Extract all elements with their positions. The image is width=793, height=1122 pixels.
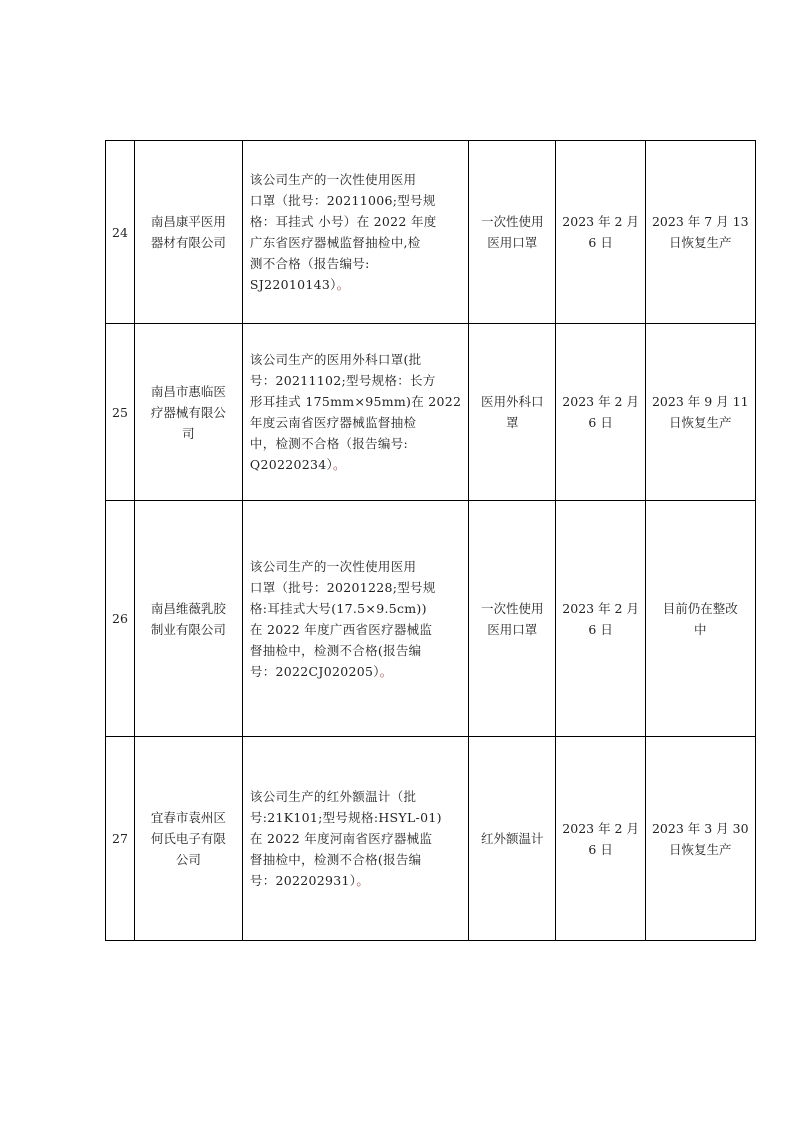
violation-description-line: 形耳挂式 175mm×95mm)在 2022 (249, 394, 462, 409)
violation-description-line: 号：2022CJ020205） (249, 663, 380, 679)
product-name-line: 红外额温计 (481, 831, 544, 846)
rectification-status (645, 141, 755, 324)
violation-description-line: 格:耳挂式大号(17.5×9.5cm)) (249, 600, 427, 616)
rectification-status-line: 2023 年 7 月 13 (651, 214, 749, 229)
notice-date-line: 6 日 (588, 621, 613, 637)
table-row (106, 737, 756, 941)
violation-description-line: 测不合格（报告编号: (249, 256, 370, 271)
notice-date-line: 6 日 (588, 841, 613, 857)
violation-description-line: 广东省医疗器械监督抽检中,检 (249, 235, 421, 250)
rectification-status-line: 2023 年 9 月 11 (651, 394, 749, 409)
violation-description-line: 号：20211102;型号规格：长方 (249, 373, 436, 388)
company-name-line: 器材有限公司 (150, 235, 226, 250)
company-name-line: 疗器械有限公 (150, 404, 226, 420)
company-name (134, 324, 242, 501)
company-name-line: 公司 (175, 852, 201, 867)
violation-description (242, 324, 468, 501)
period: 。 (379, 663, 393, 679)
violation-description (242, 141, 468, 324)
rectification-status-line: 日恢复生产 (669, 415, 732, 430)
violation-description-line: 号:21K101;型号规格:HSYL-01) (249, 810, 442, 825)
violation-description-line: 中，检测不合格（报告编号: (249, 436, 409, 451)
product-name (469, 737, 556, 941)
company-name (134, 501, 242, 737)
rectification-status-line: 日恢复生产 (669, 841, 732, 857)
violation-description-line: Q20220234） (249, 457, 334, 472)
row-number: 27 (106, 737, 135, 941)
period: 。 (333, 457, 346, 472)
violation-description (242, 737, 468, 941)
company-name-line: 宜春市袁州区 (150, 810, 226, 825)
violation-description-line: 格：耳挂式 小号）在 2022 年度 (249, 214, 437, 229)
notice-date-line: 6 日 (588, 235, 613, 250)
rectification-status (645, 737, 755, 941)
product-name-line: 一次性使用 (481, 600, 544, 616)
violation-description-line: 口罩（批号：20211006;型号规 (249, 193, 436, 208)
violation-description-line: 在 2022 年度广西省医疗器械监 (249, 621, 433, 637)
product-name-line: 罩 (506, 415, 519, 430)
table-row (106, 324, 756, 501)
rectification-status (645, 324, 755, 501)
violation-description-line: 该公司生产的医用外科口罩(批 (249, 352, 422, 367)
notice-date-line: 2023 年 2 月 (562, 394, 639, 409)
violation-description-line: 督抽检中，检测不合格(报告编 (249, 852, 422, 867)
product-name-line: 医用口罩 (487, 235, 538, 250)
period: 。 (336, 277, 350, 292)
violation-description-line: 督抽检中，检测不合格(报告编 (249, 642, 422, 658)
notice-date (556, 501, 646, 737)
company-name (134, 141, 242, 324)
row-number: 26 (106, 501, 135, 737)
product-name (469, 324, 556, 501)
company-name-line: 南昌维薇乳胶 (150, 600, 226, 616)
notice-date-line: 6 日 (588, 415, 613, 430)
notice-date (556, 324, 646, 501)
violation-description (242, 501, 468, 737)
company-name-line: 司 (182, 425, 195, 441)
rectification-status-line: 中 (694, 621, 707, 637)
row-number: 24 (106, 141, 135, 324)
company-name-line: 南昌康平医用 (150, 214, 226, 229)
violation-description-line: 在 2022 年度河南省医疗器械监 (249, 831, 433, 846)
rectification-status-line: 日恢复生产 (669, 235, 732, 250)
notice-date (556, 737, 646, 941)
violation-description-line: SJ22010143） (249, 277, 337, 292)
rectification-status-line: 目前仍在整改 (662, 600, 738, 616)
product-name-line: 医用口罩 (487, 621, 538, 637)
company-name (134, 737, 242, 941)
rectification-status (645, 501, 755, 737)
company-name-line: 制业有限公司 (150, 621, 226, 637)
rectification-status-line: 2023 年 3 月 30 (651, 820, 749, 836)
table-row (106, 141, 756, 324)
product-name-line: 一次性使用 (481, 214, 544, 229)
violation-description-line: 号：202202931） (249, 873, 357, 888)
table-row (106, 501, 756, 737)
notice-date-line: 2023 年 2 月 (562, 600, 639, 616)
notice-date-line: 2023 年 2 月 (562, 214, 639, 229)
violation-description-line: 该公司生产的红外额温计（批 (249, 789, 417, 804)
product-name-line: 医用外科口 (481, 394, 544, 409)
company-name-line: 何氏电子有限 (150, 831, 226, 846)
notice-date (556, 141, 646, 324)
product-name (469, 141, 556, 324)
period: 。 (356, 873, 370, 888)
company-name-line: 南昌市惠临医 (150, 383, 226, 399)
violation-description-line: 该公司生产的一次性使用医用 (249, 172, 417, 187)
enforcement-table (105, 140, 756, 941)
row-number: 25 (106, 324, 135, 501)
product-name (469, 501, 556, 737)
violation-description-line: 口罩（批号：20201228;型号规 (249, 579, 436, 595)
notice-date-line: 2023 年 2 月 (562, 820, 639, 836)
violation-description-line: 年度云南省医疗器械监督抽检 (249, 415, 417, 430)
violation-description-line: 该公司生产的一次性使用医用 (249, 558, 417, 574)
